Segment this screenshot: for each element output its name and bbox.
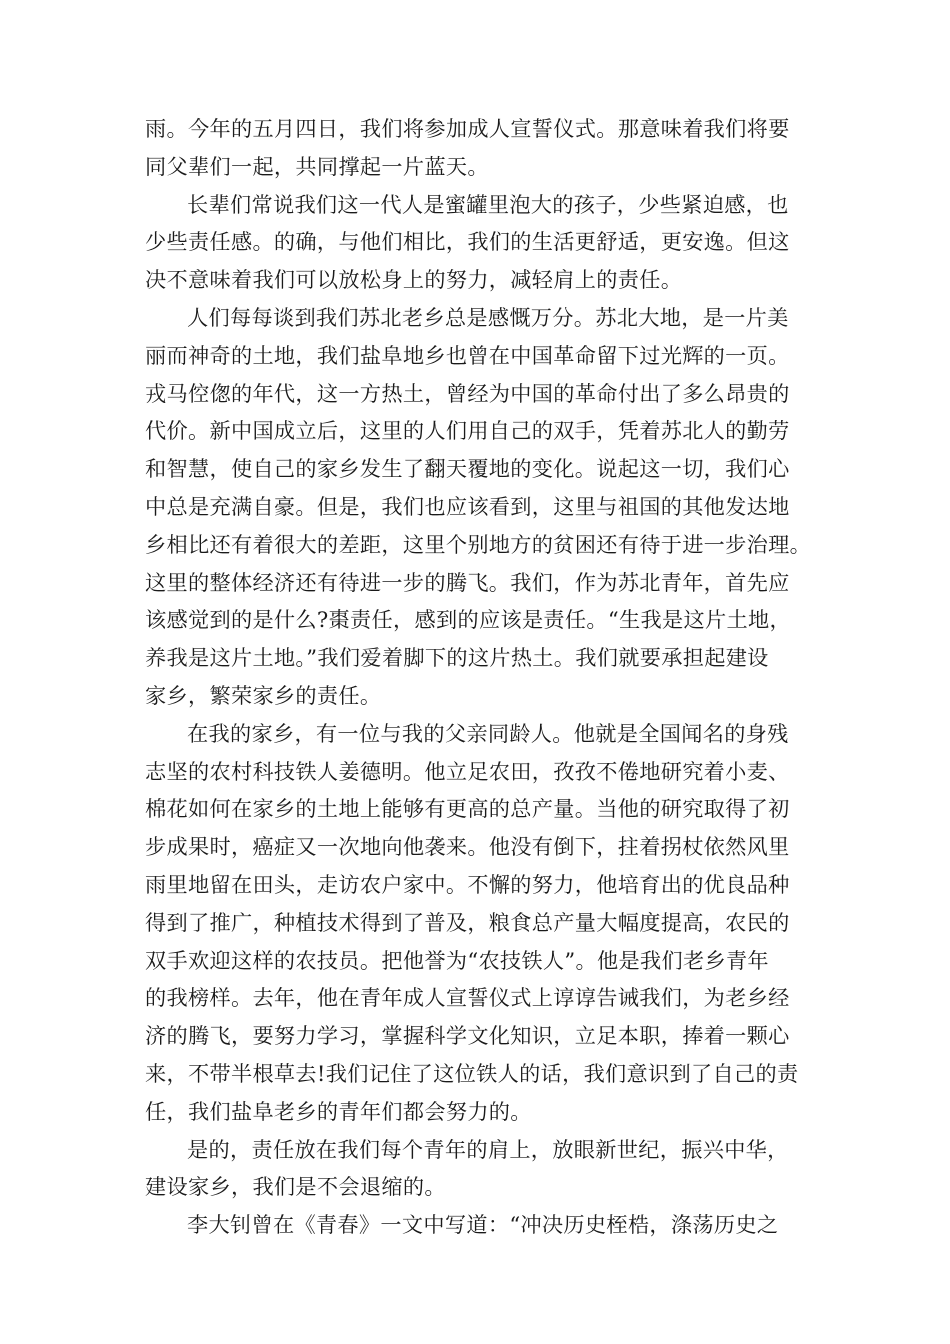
text-line: 和智慧，使自己的家乡发生了翻天覆地的变化。说起这一切，我们心 [145, 456, 790, 482]
text-line: 步成果时，癌症又一次地向他袭来。他没有倒下，拄着拐杖依然风里 [145, 834, 790, 860]
text-line: 双手欢迎这样的农技员。把他誉为“农技铁人”。他是我们老乡青年 [145, 947, 769, 973]
text-line: 雨里地留在田头，走访农户家中。不懈的努力，他培育出的优良品种 [145, 871, 790, 897]
text-line: 人们每每谈到我们苏北老乡总是感慨万分。苏北大地，是一片美 [187, 304, 789, 330]
text-line: 济的腾飞，要努力学习，掌握科学文化知识，立足本职，捧着一颗心 [145, 1023, 790, 1049]
text-line: 李大钊曾在《青春》一文中写道：“冲决历史桎梏，涤荡历史之 [187, 1212, 779, 1238]
text-line: 乡相比还有着很大的差距，这里个别地方的贫困还有待于进一步治理。 [145, 531, 812, 557]
text-line: 长辈们常说我们这一代人是蜜罐里泡大的孩子，少些紧迫感，也 [187, 191, 789, 217]
text-line: 家乡，繁荣家乡的责任。 [145, 682, 382, 708]
text-line: 是的，责任放在我们每个青年的肩上，放眼新世纪，振兴中华， [187, 1136, 789, 1162]
text-line: 戎马倥偬的年代，这一方热土，曾经为中国的革命付出了多么昂贵的 [145, 380, 790, 406]
text-line: 养我是这片土地。”我们爱着脚下的这片热土。我们就要承担起建设 [145, 645, 769, 671]
text-line: 中总是充满自豪。但是，我们也应该看到，这里与祖国的其他发达地 [145, 493, 790, 519]
text-line: 代价。新中国成立后，这里的人们用自己的双手，凭着苏北人的勤劳 [145, 418, 790, 444]
text-line: 决不意味着我们可以放松身上的努力，减轻肩上的责任。 [145, 267, 683, 293]
text-line: 任，我们盐阜老乡的青年们都会努力的。 [145, 1098, 532, 1124]
text-line: 这里的整体经济还有待进一步的腾飞。我们，作为苏北青年，首先应 [145, 569, 790, 595]
text-line: 同父辈们一起，共同撑起一片蓝天。 [145, 153, 489, 179]
text-line: 来，不带半根草去!我们记住了这位铁人的话，我们意识到了自己的责 [145, 1060, 799, 1086]
text-line: 志坚的农村科技铁人姜德明。他立足农田，孜孜不倦地研究着小麦、 [145, 758, 790, 784]
text-line: 棉花如何在家乡的土地上能够有更高的总产量。当他的研究取得了初 [145, 796, 790, 822]
text-line: 少些责任感。的确，与他们相比，我们的生活更舒适，更安逸。但这 [145, 229, 790, 255]
text-line: 得到了推广，种植技术得到了普及，粮食总产量大幅度提高，农民的 [145, 909, 790, 935]
text-line: 的我榜样。去年，他在青年成人宣誓仪式上谆谆告诫我们，为老乡经 [145, 985, 790, 1011]
text-line: 雨。今年的五月四日，我们将参加成人宣誓仪式。那意味着我们将要 [145, 116, 790, 141]
text-line: 建设家乡，我们是不会退缩的。 [145, 1174, 446, 1200]
document-body [145, 110, 815, 1244]
text-line: 该感觉到的是什么?棗责任，感到的应该是责任。“生我是这片土地， [145, 607, 791, 633]
text-line: 丽而神奇的土地，我们盐阜地乡也曾在中国革命留下过光辉的一页。 [145, 342, 790, 368]
text-line: 在我的家乡，有一位与我的父亲同龄人。他就是全国闻名的身残 [187, 720, 789, 746]
